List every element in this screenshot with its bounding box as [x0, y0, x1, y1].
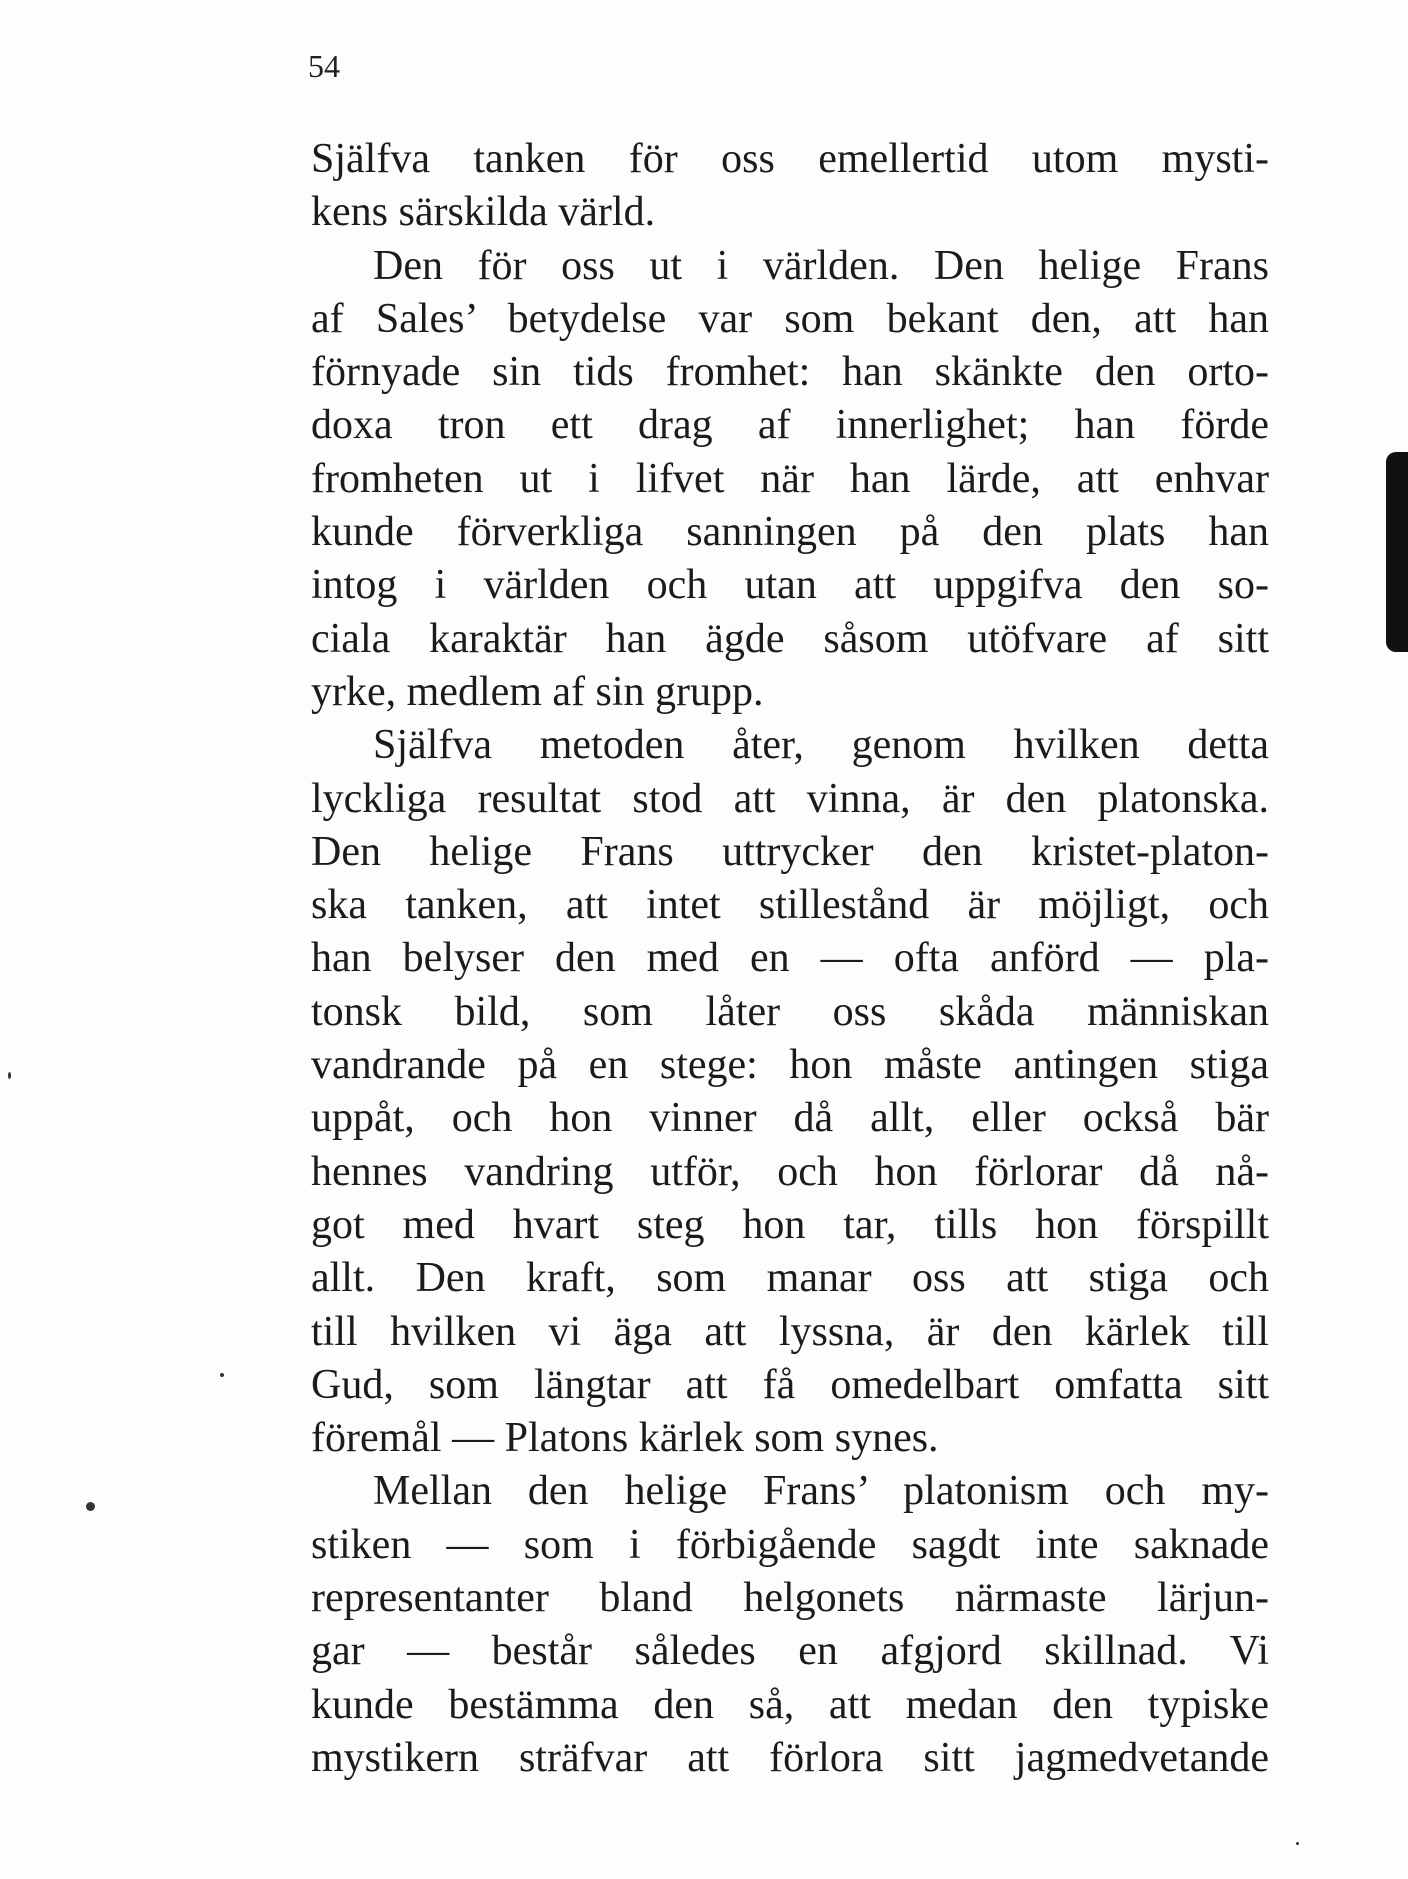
text-line: Gud, som längtar att få omedelbart omfatta sitt: [311, 1361, 1269, 1408]
text-line: kunde förverkliga sanningen på den plats han: [311, 509, 1269, 556]
print-speck: [86, 1502, 95, 1511]
body-text: [311, 133, 1269, 1785]
text-line: af Sales’ betydelse var som bekant den, att han: [311, 295, 1269, 342]
text-line: stiken — som i förbigående sagdt inte saknade: [311, 1521, 1269, 1568]
text-line: vandrande på en stege: hon måste antingen stiga: [311, 1042, 1269, 1089]
print-speck: [8, 1072, 11, 1079]
text-line: representanter bland helgonets närmaste lärjun-: [311, 1575, 1269, 1622]
text-line: uppåt, och hon vinner då allt, eller också bär: [311, 1095, 1269, 1142]
text-line: Mellan den helige Frans’ platonism och my-: [373, 1468, 1269, 1515]
text-line: Själfva tanken för oss emellertid utom mysti-: [311, 136, 1269, 182]
text-line: lyckliga resultat stod att vinna, är den platonska.: [311, 775, 1269, 822]
text-line: föremål — Platons kärlek som synes.: [311, 1415, 939, 1462]
text-line: got med hvart steg hon tar, tills hon förspillt: [311, 1201, 1269, 1248]
text-line: han belyser den med en — ofta anförd — pla-: [311, 935, 1269, 982]
text-line: hennes vandring utför, och hon förlorar då nå-: [311, 1148, 1269, 1195]
text-line: förnyade sin tids fromhet: han skänkte den orto-: [311, 349, 1269, 396]
text-line: ska tanken, att intet stillestånd är möjligt, och: [311, 882, 1269, 929]
text-line: ciala karaktär han ägde såsom utöfvare af sitt: [311, 615, 1269, 662]
text-line: tonsk bild, som låter oss skåda människan: [311, 988, 1269, 1035]
text-line: gar — består således en afgjord skillnad. Vi: [311, 1628, 1269, 1675]
text-line: Den helige Frans uttrycker den kristet-platon-: [311, 828, 1269, 875]
text-line: Själfva metoden åter, genom hvilken detta: [373, 722, 1269, 769]
text-line: allt. Den kraft, som manar oss att stiga och: [311, 1255, 1269, 1302]
text-line: yrke, medlem af sin grupp.: [311, 668, 764, 715]
text-line: mystikern sträfvar att förlora sitt jagmedvetande: [311, 1734, 1269, 1781]
text-line: Den för oss ut i världen. Den helige Frans: [373, 242, 1269, 289]
text-line: till hvilken vi äga att lyssna, är den kärlek till: [311, 1308, 1269, 1355]
page-edge-mark: [1386, 452, 1408, 652]
text-line: fromheten ut i lifvet när han lärde, att enhvar: [311, 455, 1269, 502]
text-line: intog i världen och utan att uppgifva den so-: [311, 562, 1269, 609]
print-speck: [220, 1373, 224, 1377]
text-line: kunde bestämma den så, att medan den typiske: [311, 1681, 1269, 1728]
text-line: kens särskilda värld.: [311, 189, 656, 236]
print-speck: [1296, 1842, 1299, 1845]
text-line: doxa tron ett drag af innerlighet; han förde: [311, 402, 1269, 449]
page-number: 54: [308, 48, 340, 84]
